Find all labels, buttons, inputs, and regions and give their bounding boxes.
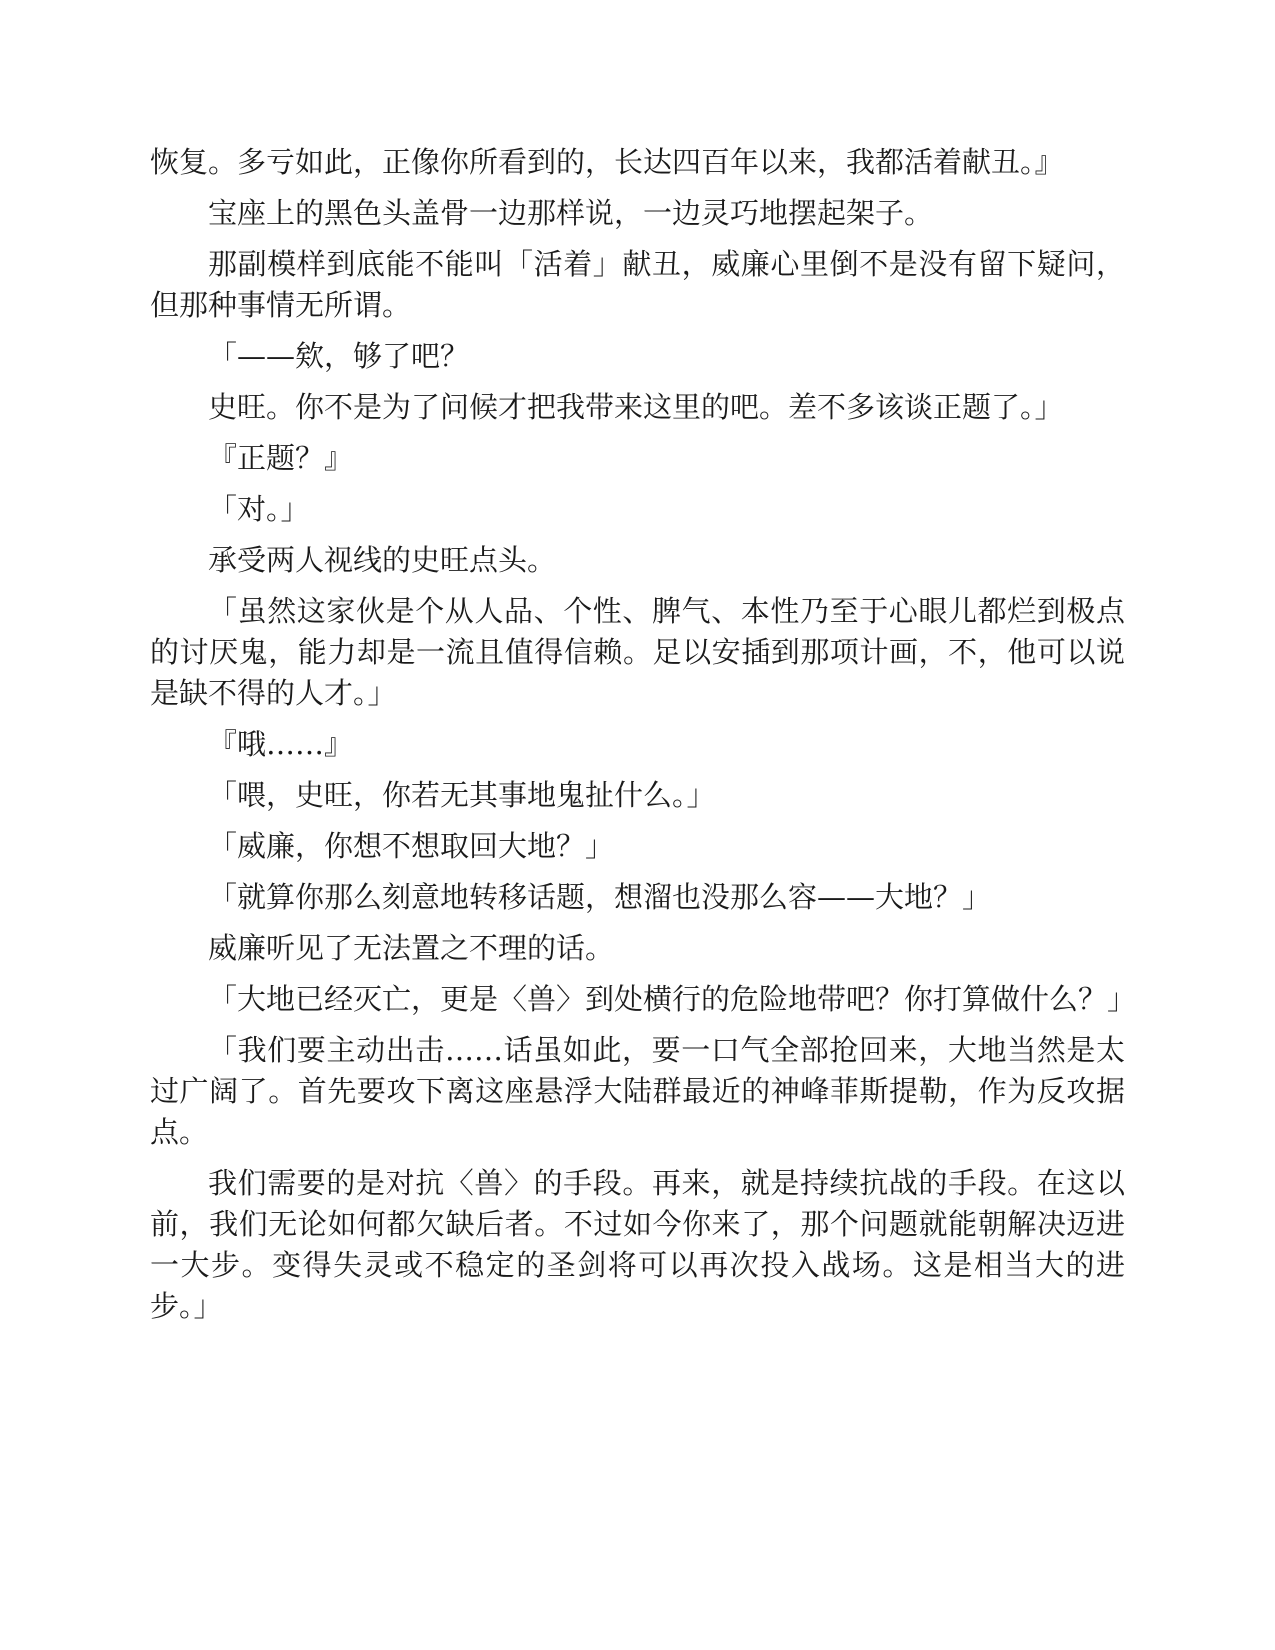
paragraph-12: 「威廉，你想不想取回大地？」: [208, 829, 615, 863]
paragraph-5: 史旺。你不是为了问候才把我带来这里的吧。差不多该谈正题了。」: [208, 390, 1064, 424]
paragraph-6: 『正题？』: [208, 441, 354, 475]
paragraph-11: 「喂，史旺，你若无其事地鬼扯什么。」: [208, 778, 716, 812]
paragraph-15: 「大地已经灭亡，更是〈兽〉到处横行的危险地带吧？你打算做什么？」: [208, 982, 1137, 1016]
paragraph-2: 宝座上的黑色头盖骨一边那样说，一边灵巧地摆起架子。: [208, 196, 934, 230]
paragraph-7: 「对。」: [208, 492, 310, 526]
paragraph-10: 『哦……』: [208, 727, 354, 761]
paragraph-13: 「就算你那么刻意地转移话题，想溜也没那么容——大地？」: [208, 880, 992, 914]
document-page: [150, 142, 1137, 1337]
paragraph-16: 「我们要主动出击……话虽如此，要一口气全部抢回来，大地当然是太过广阔了。首先要攻下离这座悬浮大陆群最近的神峰菲斯提勒，作为反攻据点。: [150, 1033, 1125, 1149]
paragraph-1: 恢复。多亏如此，正像你所看到的，长达四百年以来，我都活着献丑。』: [150, 145, 1064, 179]
paragraph-9: 「虽然这家伙是个从人品、个性、脾气、本性乃至于心眼儿都烂到极点的讨厌鬼，能力却是一流且值得信赖。足以安插到那项计画，不，他可以说是缺不得的人才。」: [150, 594, 1125, 710]
paragraph-8: 承受两人视线的史旺点头。: [208, 543, 557, 577]
paragraph-4: 「——欸，够了吧？: [208, 339, 470, 373]
paragraph-14: 威廉听见了无法置之不理的话。: [208, 931, 615, 965]
paragraph-17: 我们需要的是对抗〈兽〉的手段。再来，就是持续抗战的手段。在这以前，我们无论如何都欠缺后者。不过如今你来了，那个问题就能朝解决迈进一大步。变得失灵或不稳定的圣剑将可以再次投入战场。这是相当大的进步。」: [150, 1166, 1125, 1323]
paragraph-3: 那副模样到底能不能叫「活着」献丑，威廉心里倒不是没有留下疑问，但那种事情无所谓。: [150, 247, 1125, 322]
